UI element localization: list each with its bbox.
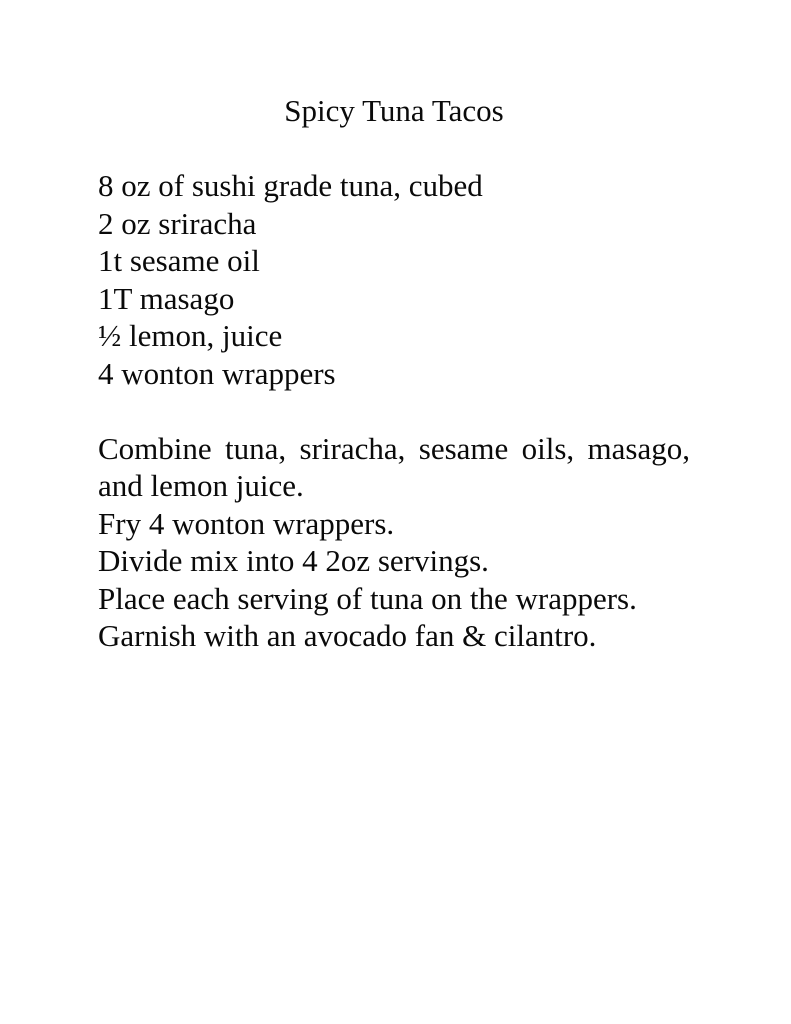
instructions-list: [98, 430, 690, 655]
instruction-line: Place each serving of tuna on the wrappers.: [98, 580, 637, 616]
spacer: [98, 130, 690, 168]
ingredients-list: [98, 167, 690, 392]
instruction-line: Fry 4 wonton wrappers.: [98, 505, 395, 541]
instruction-line: Divide mix into 4 2oz servings.: [98, 543, 489, 578]
instruction-line: and lemon juice.: [98, 468, 304, 503]
ingredient-line: 8 oz of sushi grade tuna, cubed: [98, 168, 483, 203]
spacer: [98, 392, 690, 430]
instruction-line: Garnish with an avocado fan & cilantro.: [98, 618, 597, 653]
instruction-line: Combine tuna, sriracha, sesame oils, masago,: [98, 430, 690, 466]
ingredient-line: 1T masago: [98, 280, 235, 316]
ingredient-line: 1t sesame oil: [98, 243, 260, 278]
recipe-title: Spicy Tuna Tacos: [284, 93, 504, 128]
recipe-content: [98, 92, 690, 655]
ingredient-line: 2 oz sriracha: [98, 205, 257, 241]
ingredient-line: ½ lemon, juice: [98, 318, 283, 353]
ingredient-line: 4 wonton wrappers: [98, 355, 336, 391]
